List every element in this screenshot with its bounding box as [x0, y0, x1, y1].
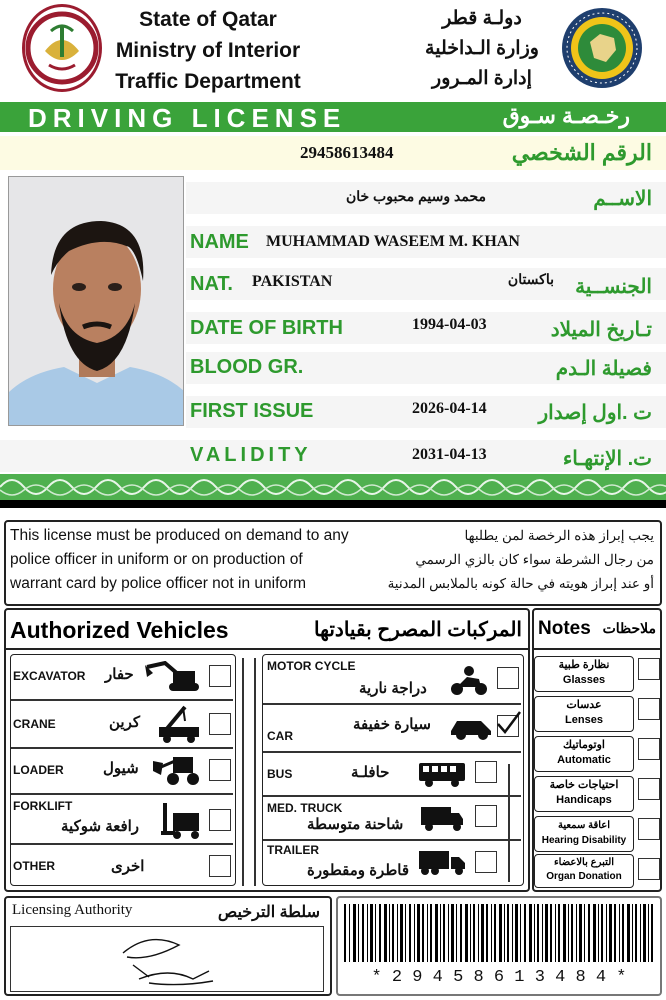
car-icon [449, 713, 493, 746]
checkbox-forklift[interactable] [209, 809, 231, 831]
note-en-automatic: Automatic [557, 754, 611, 766]
vehicle-label-forklift: FORKLIFT [13, 799, 73, 813]
name-value: MUHAMMAD WASEEM M. KHAN [266, 233, 520, 250]
notes-item-handicaps [534, 776, 634, 812]
gcc-emblem-logo [560, 4, 644, 92]
crane-icon [157, 703, 201, 748]
validity-value: 2031-04-13 [412, 446, 487, 463]
divider [242, 658, 244, 886]
note-en-lenses: Lenses [565, 714, 603, 726]
vehicle-label-ar-car: سيارة خفيفة [353, 716, 431, 733]
truck-icon [419, 805, 465, 838]
title-english: DRIVING LICENSE [28, 103, 347, 133]
nationality-value: PAKISTAN [252, 273, 333, 290]
notice-en-line2: police officer in uniform or on production of [10, 551, 303, 568]
notes-item-lenses [534, 696, 634, 732]
notice-ar-line1: يجب إبراز هذه الرخصة لمن يطلبها [464, 528, 654, 543]
signature-mark [109, 931, 229, 991]
divider [508, 764, 510, 882]
vehicle-label-trailer: TRAILER [267, 843, 319, 857]
vehicle-label-ar-trailer: قاطرة ومقطورة [307, 862, 410, 879]
notice-en-line1: This license must be produced on demand to any [10, 527, 349, 544]
notes-box [532, 608, 662, 892]
note-ar-handicaps: احتياجات خاصة [549, 779, 619, 791]
checkbox-glasses[interactable] [638, 658, 660, 680]
note-ar-hearing: اعاقة سمعية [557, 820, 611, 831]
validity-row [0, 440, 666, 472]
name-label: NAME [190, 231, 249, 253]
header-ar-line2: وزارة الـداخلية [425, 38, 539, 59]
vehicle-label-motorcycle: MOTOR CYCLE [267, 659, 356, 673]
nationality-value-ar: باكستان [507, 271, 554, 287]
barcode-image [344, 904, 654, 962]
personal-id-value: 29458613484 [300, 143, 394, 162]
trailer-icon [417, 849, 467, 882]
first-issue-label-ar: ت .اول إصدار [538, 402, 652, 424]
notes-item-glasses [534, 656, 634, 692]
excavator-icon [145, 661, 199, 698]
dob-value: 1994-04-03 [412, 316, 487, 333]
vehicle-label-ar-forklift: رافعة شوكية [61, 818, 140, 835]
notice-english [10, 524, 349, 596]
vehicle-label-excavator: EXCAVATOR [13, 669, 86, 683]
checkbox-motorcycle[interactable] [497, 667, 519, 689]
first-issue-row [186, 396, 666, 428]
first-issue-label: FIRST ISSUE [190, 400, 314, 422]
checkbox-handicaps[interactable] [638, 778, 660, 800]
header-en-line3: Traffic Department [115, 70, 301, 93]
checkbox-excavator[interactable] [209, 665, 231, 687]
vehicle-label-ar-other: اخرى [111, 858, 145, 875]
blood-label-ar: فصيلة الـدم [555, 358, 652, 380]
dob-label: DATE OF BIRTH [190, 317, 343, 339]
vehicles-left-separator [238, 658, 260, 886]
checkbox-other[interactable] [209, 855, 231, 877]
vehicle-label-ar-crane: كرين [109, 714, 141, 731]
header-english [108, 4, 308, 97]
notice-arabic [364, 524, 654, 596]
blood-label: BLOOD GR. [190, 356, 304, 378]
checkbox-hearing[interactable] [638, 818, 660, 840]
licensing-authority-box [4, 896, 332, 996]
divider [11, 793, 233, 795]
vehicle-label-other: OTHER [13, 859, 55, 873]
vehicles-left-column [10, 654, 236, 886]
personal-id-label-ar: الرقم الشخصي [511, 140, 652, 165]
notice-en-line3: warrant card by police officer not in uniform [10, 575, 307, 592]
nationality-label-ar: الجنســية [575, 276, 652, 298]
barcode-box [336, 896, 662, 996]
vehicles-header-en: Authorized Vehicles [10, 617, 229, 643]
vehicles-middle-separator [500, 764, 520, 882]
nationality-row [186, 268, 666, 300]
divider [263, 703, 521, 705]
decorative-border [0, 474, 666, 500]
checkbox-crane[interactable] [209, 713, 231, 735]
note-en-glasses: Glasses [562, 674, 606, 686]
dob-label-ar: تـاريخ الميلاد [550, 319, 652, 341]
licensing-authority-label-en: Licensing Authority [12, 902, 133, 918]
notes-item-hearing [534, 816, 634, 852]
note-ar-glasses: نظارة طبية [558, 659, 610, 671]
header-en-line2: Ministry of Interior [115, 39, 301, 62]
checkbox-med-truck[interactable] [475, 805, 497, 827]
vehicle-label-crane: CRANE [13, 717, 56, 731]
vehicle-label-loader: LOADER [13, 763, 64, 777]
license-back [0, 508, 666, 1000]
card-divider [0, 500, 666, 508]
vehicle-label-ar-bus: حافلـة [351, 764, 390, 781]
divider [11, 699, 233, 701]
personal-id-row [0, 136, 666, 170]
divider [263, 839, 521, 841]
notes-item-organ-donation [534, 854, 634, 888]
ministry-emblem-logo [22, 4, 102, 92]
vehicles-header [6, 610, 528, 650]
notice-ar-line3: أو عند إبراز هويته في حالة كونه بالملابس المدنية [387, 576, 654, 591]
nationality-label: NAT. [190, 273, 233, 295]
vehicle-label-bus: BUS [267, 767, 293, 781]
name-ar-row [186, 182, 666, 214]
vehicle-label-ar-med-truck: شاحنة متوسطة [307, 816, 404, 833]
dob-row [186, 312, 666, 344]
vehicle-label-ar-loader: شيول [103, 760, 139, 777]
name-label-ar: الاســم [593, 188, 652, 210]
checkbox-car[interactable] [497, 715, 519, 737]
motorcycle-icon [449, 665, 489, 702]
notes-header [534, 610, 660, 650]
vehicle-label-car: CAR [267, 729, 293, 743]
header-ar-line1: دولـة قطر [442, 8, 522, 29]
divider [254, 658, 256, 886]
blood-row [186, 352, 666, 384]
bus-icon [417, 761, 467, 792]
header-en-line1: State of Qatar [139, 8, 277, 31]
first-issue-value: 2026-04-14 [412, 400, 487, 417]
barcode-text: * 2 9 4 5 8 6 1 3 4 8 4 * [371, 968, 627, 987]
vehicles-middle-column [262, 654, 524, 886]
vehicle-label-med-truck: MED. TRUCK [267, 801, 343, 815]
checkbox-organ-donation[interactable] [638, 858, 660, 880]
notice-ar-line2: من رجال الشرطة سواء كان بالزي الرسمي [415, 552, 654, 567]
checkbox-trailer[interactable] [475, 851, 497, 873]
divider [263, 751, 521, 753]
name-value-ar: محمد وسیم محبوب خان [345, 188, 486, 204]
note-en-hearing: Hearing Disability [541, 835, 627, 846]
title-arabic: رخـصـة سـوق [502, 103, 630, 128]
note-en-organ-donation: Organ Donation [546, 871, 622, 882]
validity-label: VALIDITY [190, 444, 312, 466]
note-ar-automatic: اوتوماتيك [562, 739, 605, 751]
divider [263, 795, 521, 797]
loader-icon [153, 753, 203, 790]
note-ar-lenses: عدسات [566, 699, 602, 711]
note-en-handicaps: Handicaps [556, 794, 612, 806]
forklift-icon [161, 801, 203, 844]
vehicle-label-ar-excavator: حفار [105, 666, 134, 683]
vehicle-label-ar-motorcycle: دراجة نارية [359, 680, 427, 697]
notice-box [4, 520, 662, 606]
notes-item-automatic [534, 736, 634, 772]
holder-photo [8, 176, 184, 426]
header-ar-line3: إدارة المـرور [432, 68, 532, 89]
checkmark-icon [496, 710, 522, 736]
vehicles-header-ar: المركبات المصرح بقيادتها [314, 619, 522, 641]
checkbox-bus[interactable] [475, 761, 497, 783]
authorized-vehicles-box [4, 608, 530, 892]
header-arabic [412, 4, 552, 94]
notes-header-en: Notes [538, 618, 591, 639]
checkbox-lenses[interactable] [638, 698, 660, 720]
checkbox-automatic[interactable] [638, 738, 660, 760]
signature-area [10, 926, 324, 992]
name-row [186, 226, 666, 258]
checkbox-loader[interactable] [209, 759, 231, 781]
note-ar-organ-donation: التبرع بالاعضاء [553, 857, 615, 868]
notes-header-ar: ملاحظات [602, 620, 656, 636]
licensing-authority-label-ar: سلطة الترخيص [217, 904, 320, 921]
title-band [0, 102, 666, 132]
validity-label-ar: ت. الإنتهـاء [562, 448, 652, 470]
